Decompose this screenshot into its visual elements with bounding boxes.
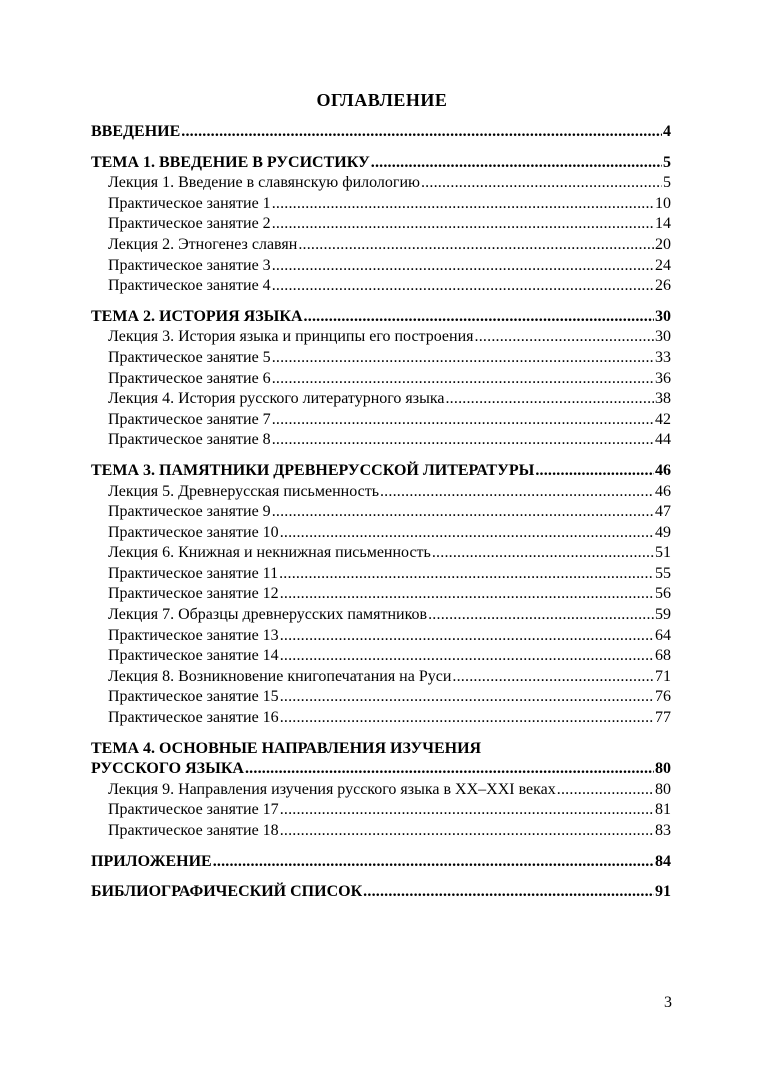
toc-subentry[interactable] (91, 543, 671, 564)
leader-dots (280, 523, 654, 544)
toc-entry-label: Практическое занятие 2 (108, 215, 271, 233)
leader-dots (304, 307, 654, 328)
toc-subentry[interactable] (91, 523, 671, 544)
toc-entry-page: 68 (655, 647, 671, 665)
topics-list (91, 143, 671, 842)
leader-dots (272, 410, 654, 431)
toc-entry-page: 46 (655, 482, 671, 500)
toc-subentry[interactable] (91, 327, 671, 348)
toc-entry-page: 44 (655, 431, 671, 449)
toc-entry-page: 76 (655, 688, 671, 706)
toc-entry-page: 38 (655, 390, 671, 408)
toc-entry-page: 14 (655, 215, 671, 233)
leader-dots (380, 482, 654, 503)
toc-entry-label: Практическое занятие 13 (108, 626, 279, 644)
toc-entry-page: 77 (655, 709, 671, 727)
toc-topic-2[interactable] (91, 307, 671, 328)
leader-dots (272, 276, 654, 297)
leader-dots (298, 235, 654, 256)
toc-entry-label: Практическое занятие 9 (108, 503, 271, 521)
leader-dots (272, 348, 654, 369)
toc-entry-page: 59 (655, 606, 671, 624)
leader-dots (272, 369, 654, 390)
toc-entry-label: Лекция 5. Древнерусская письменность (108, 482, 379, 500)
toc-entry-page: 55 (655, 564, 671, 582)
toc-entry-page: 46 (655, 461, 671, 479)
leader-dots (535, 461, 654, 482)
toc-entry-page: 4 (663, 123, 671, 140)
toc-entry-label: Практическое занятие 1 (108, 194, 271, 212)
toc-entry-page: 30 (655, 307, 671, 325)
toc-entry-label: Практическое занятие 15 (108, 688, 279, 706)
toc-subentry[interactable] (91, 687, 671, 708)
toc-entry-bibliography[interactable] (91, 882, 671, 903)
toc-entry-label: БИБЛИОГРАФИЧЕСКИЙ СПИСОК (91, 883, 363, 901)
leader-dots (428, 605, 654, 626)
toc-entry-label: ТЕМА 2. ИСТОРИЯ ЯЗЫКА (91, 307, 303, 325)
toc-subentry[interactable] (91, 430, 671, 451)
toc-subentry[interactable] (91, 821, 671, 842)
toc-entry-page: 47 (655, 503, 671, 521)
leader-dots (280, 584, 654, 605)
toc-subentry[interactable] (91, 584, 671, 605)
toc-subentry[interactable] (91, 502, 671, 523)
leader-dots (272, 214, 654, 235)
toc-entry-appendix[interactable] (91, 852, 671, 873)
toc-subentry[interactable] (91, 256, 671, 277)
toc-entry-page: 56 (655, 585, 671, 603)
toc-entry-page: 51 (655, 544, 671, 562)
leader-dots (272, 194, 654, 215)
toc-entry-label: ВВЕДЕНИЕ (91, 123, 181, 140)
leader-dots (280, 687, 654, 708)
toc-subentry[interactable] (91, 348, 671, 369)
leader-dots (363, 882, 654, 903)
toc-topic-3[interactable] (91, 461, 671, 482)
toc-subentry[interactable] (91, 780, 671, 801)
toc-entry-page: 80 (655, 760, 671, 778)
toc-entry-label: Практическое занятие 6 (108, 369, 271, 387)
toc-subentry[interactable] (91, 410, 671, 431)
toc-entry-label: РУССКОГО ЯЗЫКА (91, 760, 244, 778)
toc-entry-label: Лекция 6. Книжная и некнижная письменность (108, 544, 431, 562)
leader-dots (181, 122, 662, 143)
toc-entry-label: ПРИЛОЖЕНИЕ (91, 852, 212, 870)
toc-entry-label: Практическое занятие 5 (108, 348, 271, 366)
toc-entry-label: Практическое занятие 8 (108, 431, 271, 449)
toc-topic-heading-line[interactable]: ТЕМА 4. ОСНОВНЫЕ НАПРАВЛЕНИЯ ИЗУЧЕНИЯ (91, 739, 482, 757)
toc-entry-label: Лекция 2. Этногенез славян (108, 235, 298, 253)
toc-entry-label: Лекция 3. История языка и принципы его построения (108, 328, 474, 346)
leader-dots (280, 708, 654, 729)
toc-entry-label: Лекция 9. Направления изучения русского языка в XX–XXI веках (108, 780, 556, 798)
leader-dots (272, 430, 654, 451)
toc-entry-page: 71 (655, 667, 671, 685)
toc-entry-page: 10 (655, 194, 671, 212)
toc-entry-page: 83 (655, 822, 671, 839)
toc-entry-label: ТЕМА 3. ПАМЯТНИКИ ДРЕВНЕРУССКОЙ ЛИТЕРАТУРЫ (91, 461, 535, 479)
toc-entry-page: 49 (655, 523, 671, 541)
toc-subentry[interactable] (91, 194, 671, 215)
leader-dots (280, 821, 654, 842)
toc-entry-label: Практическое занятие 4 (108, 277, 271, 295)
toc-subentry[interactable] (91, 667, 671, 688)
toc-entry-label: Практическое занятие 14 (108, 647, 279, 665)
toc-entry-label: Практическое занятие 3 (108, 256, 271, 274)
leader-dots (280, 626, 654, 647)
toc-entry-label: Практическое занятие 11 (108, 564, 279, 582)
toc-entry-label: Практическое занятие 12 (108, 585, 279, 603)
toc-topic-4[interactable] (91, 759, 671, 780)
toc-entry-label: Практическое занятие 7 (108, 410, 271, 428)
leader-dots (475, 327, 654, 348)
toc-entry-label: Лекция 1. Введение в славянскую филологию (108, 174, 420, 192)
toc-entry-label: ТЕМА 1. ВВЕДЕНИЕ В РУСИСТИКУ (91, 153, 370, 171)
leader-dots (445, 389, 654, 410)
toc-subentry[interactable] (91, 214, 671, 235)
toc-entry-label: Лекция 8. Возникновение книгопечатания на Руси (108, 667, 452, 685)
toc-entry-page: 64 (655, 626, 671, 644)
leader-dots (279, 564, 654, 585)
toc-entry-page: 81 (655, 801, 671, 819)
leader-dots (557, 780, 654, 801)
toc-entry-label: Практическое занятие 10 (108, 523, 279, 541)
toc-subentry[interactable] (91, 235, 671, 256)
table-of-contents (91, 122, 671, 903)
toc-entry-label: Лекция 7. Образцы древнерусских памятников (108, 606, 428, 624)
leader-dots (272, 256, 654, 277)
toc-entry-label: Лекция 4. История русского литературного языка (108, 390, 445, 408)
toc-entry-page: 5 (663, 153, 671, 171)
toc-entry-page: 84 (655, 852, 671, 870)
toc-subentry[interactable] (91, 173, 671, 194)
leader-dots (452, 667, 654, 688)
leader-dots (280, 646, 654, 667)
toc-entry-page: 5 (663, 174, 671, 192)
toc-subentry[interactable] (91, 276, 671, 297)
toc-subentry[interactable] (91, 482, 671, 503)
toc-entry-page: 26 (655, 277, 671, 295)
toc-entry-page: 20 (655, 235, 671, 253)
leader-dots (280, 800, 654, 821)
toc-entry-page: 91 (655, 883, 671, 901)
toc-entry-page: 24 (655, 256, 671, 274)
toc-entry-intro[interactable] (91, 122, 671, 143)
toc-entry-page: 80 (655, 780, 671, 798)
leader-dots (213, 852, 654, 873)
page-title: ОГЛАВЛЕНИЕ (316, 90, 448, 110)
toc-subentry[interactable] (91, 369, 671, 390)
toc-subentry[interactable] (91, 708, 671, 729)
leader-dots (245, 759, 654, 780)
leader-dots (432, 543, 654, 564)
leader-dots (272, 502, 654, 523)
leader-dots (371, 153, 662, 174)
toc-subentry[interactable] (91, 800, 671, 821)
page-number: 3 (664, 994, 672, 1011)
toc-subentry[interactable] (91, 646, 671, 667)
toc-entry-page: 30 (655, 328, 671, 346)
toc-subentry[interactable] (91, 389, 671, 410)
toc-entry-page: 33 (655, 348, 671, 366)
toc-entry-page: 36 (655, 369, 671, 387)
toc-subentry[interactable] (91, 564, 671, 585)
toc-topic-1[interactable] (91, 153, 671, 174)
toc-entry-page: 42 (655, 410, 671, 428)
toc-subentry[interactable] (91, 626, 671, 647)
toc-entry-label: Практическое занятие 16 (108, 709, 279, 727)
toc-subentry[interactable] (91, 605, 671, 626)
leader-dots (421, 173, 662, 194)
toc-entry-label: Практическое занятие 18 (108, 822, 279, 839)
toc-entry-label: Практическое занятие 17 (108, 801, 279, 819)
